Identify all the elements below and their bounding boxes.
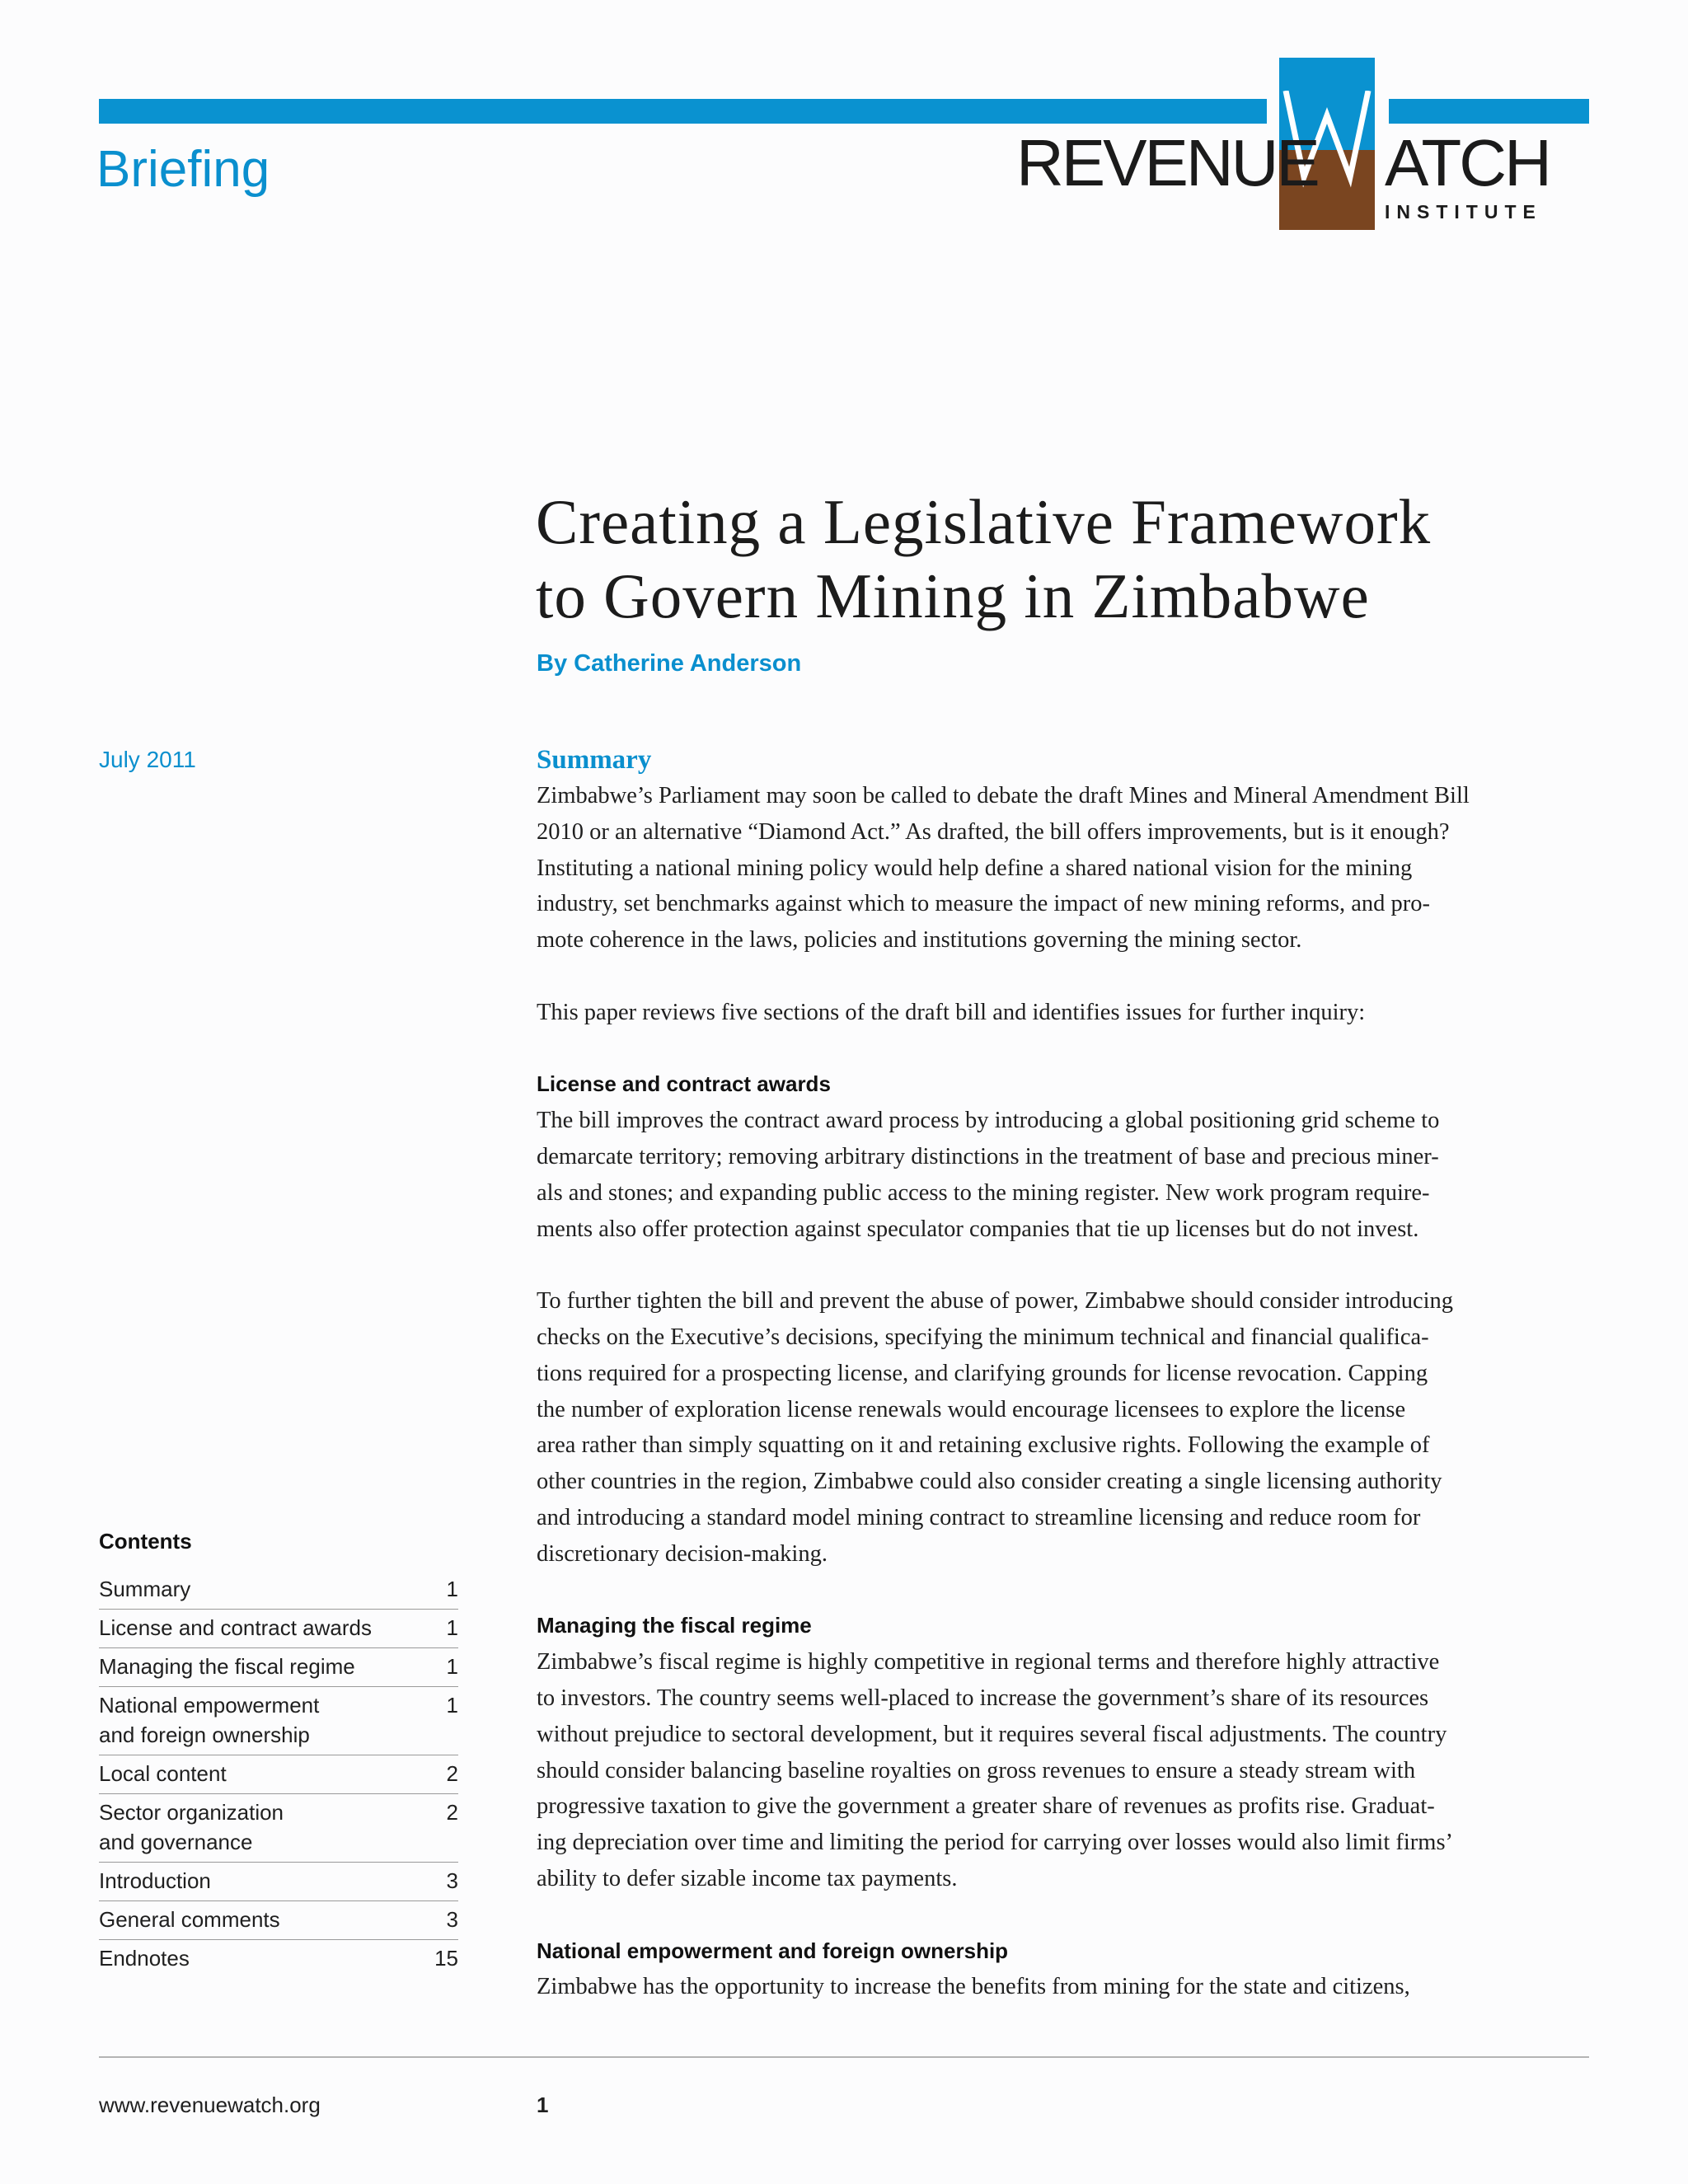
toc-label: Sector organization and governance (99, 1800, 284, 1854)
toc-page: 15 (434, 1946, 458, 1971)
toc-page: 1 (446, 1654, 458, 1679)
text-line: ments also offer protection against speculator companies that tie up licenses but do not invest. (537, 1216, 1419, 1242)
title-line: to Govern Mining in Zimbabwe (536, 560, 1370, 631)
toc-page: 1 (446, 1693, 458, 1718)
text-line: This paper reviews five sections of the draft bill and identifies issues for further inquiry: (537, 999, 1366, 1025)
toc-label: National empowerment and foreign ownership (99, 1693, 320, 1747)
toc-item[interactable] (99, 1863, 458, 1901)
text-line: Zimbabwe’s Parliament may soon be called to debate the draft Mines and Mineral Amendment Bill (537, 783, 1470, 808)
toc-page: 2 (446, 1800, 458, 1825)
paragraph-license-recommendations (537, 1283, 1592, 1572)
text-line: 2010 or an alternative “Diamond Act.” As drafted, the bill offers improvements, but is it enough? (537, 818, 1450, 845)
text-line: Instituting a national mining policy would help define a shared national vision for the mining (537, 855, 1413, 881)
toc-item[interactable] (99, 1901, 458, 1940)
subhead-empowerment: National empowerment and foreign ownership (537, 1938, 1009, 1963)
title-line: Creating a Legislative Framework (536, 486, 1432, 557)
toc-item[interactable] (99, 1571, 458, 1610)
text-line: progressive taxation to give the government a greater share of revenues as profits rise. Graduat- (537, 1793, 1435, 1820)
text-line: Zimbabwe has the opportunity to increase the benefits from mining for the state and citizens, (537, 1974, 1410, 2000)
text-line: to investors. The country seems well-placed to increase the government’s share of its resources (537, 1685, 1429, 1711)
text-line: mote coherence in the laws, policies and institutions governing the mining sector. (537, 927, 1302, 954)
header-rule-right (1389, 99, 1589, 124)
toc-item[interactable] (99, 1755, 458, 1794)
footer-url[interactable]: www.revenuewatch.org (99, 2093, 321, 2117)
toc-page: 2 (446, 1761, 458, 1786)
toc-page: 3 (446, 1907, 458, 1932)
text-line: discretionary decision-making. (537, 1540, 828, 1567)
text-line: als and stones; and expanding public access to the mining register. New work program require- (537, 1179, 1430, 1206)
footer-rule (99, 2056, 1589, 2058)
byline: By Catherine Anderson (537, 650, 802, 677)
toc-label: Local content (99, 1761, 227, 1786)
text-line: without prejudice to sectoral development, but it requires several fiscal adjustments. The country (537, 1721, 1447, 1747)
text-line: the number of exploration license renewals would encourage licensees to explore the license (537, 1396, 1406, 1422)
paragraph-fiscal (537, 1644, 1592, 1897)
header-rule-left (99, 99, 1267, 124)
main-body (537, 742, 1592, 2005)
toc-label: Summary (99, 1577, 191, 1601)
text-line: demarcate territory; removing arbitrary distinctions in the treatment of base and precious miner- (537, 1143, 1439, 1169)
publication-date: July 2011 (99, 747, 196, 772)
text-line: The bill improves the contract award process by introducing a global positioning grid scheme to (537, 1108, 1440, 1134)
text-line: other countries in the region, Zimbabwe could also consider creating a single licensing authority (537, 1469, 1442, 1495)
toc-item[interactable] (99, 1940, 458, 1978)
logo-word-atch: ATCH (1385, 126, 1550, 199)
paragraph-empowerment (537, 1969, 1592, 2005)
toc-page: 1 (446, 1615, 458, 1640)
logo-subtitle: INSTITUTE (1385, 201, 1542, 223)
document-title (536, 485, 1607, 633)
toc-page: 1 (446, 1577, 458, 1601)
contents-title: Contents (99, 1529, 192, 1554)
toc-label: Introduction (99, 1868, 211, 1893)
text-line: ing depreciation over time and limiting the period for carrying over losses would also limit firms’ (537, 1830, 1454, 1856)
toc-label: General comments (99, 1907, 280, 1932)
logo-word-revenue: REVENUE (1016, 126, 1318, 199)
subhead-license: License and contract awards (537, 1071, 831, 1097)
text-line: Zimbabwe’s fiscal regime is highly competitive in regional terms and therefore highly attractive (537, 1649, 1440, 1675)
text-line: should consider balancing baseline royalties on gross revenues to ensure a steady stream with (537, 1757, 1416, 1783)
summary-heading: Summary (537, 745, 652, 775)
subhead-fiscal: Managing the fiscal regime (537, 1613, 812, 1638)
paragraph-intro (537, 778, 1592, 958)
toc-label: License and contract awards (99, 1615, 372, 1640)
text-line: tions required for a prospecting license, and clarifying grounds for license revocation. Capping (537, 1360, 1428, 1386)
toc-label: Endnotes (99, 1946, 190, 1971)
toc-item[interactable] (99, 1648, 458, 1687)
text-line: and introducing a standard model mining contract to streamline licensing and reduce room for (537, 1504, 1421, 1530)
toc-item[interactable] (99, 1794, 458, 1863)
text-line: area rather than simply squatting on it and retaining exclusive rights. Following the example of (537, 1432, 1430, 1459)
text-line: ability to defer sizable income tax payments. (537, 1865, 958, 1891)
toc-item[interactable] (99, 1687, 458, 1755)
toc-page: 3 (446, 1868, 458, 1893)
toc-label: Managing the fiscal regime (99, 1654, 355, 1679)
text-line: To further tighten the bill and prevent the abuse of power, Zimbabwe should consider introducing (537, 1288, 1454, 1315)
page-number: 1 (537, 2093, 549, 2117)
table-of-contents (99, 1529, 458, 1978)
text-line: industry, set benchmarks against which to measure the impact of new mining reforms, and pro- (537, 891, 1431, 917)
text-line: checks on the Executive’s decisions, specifying the minimum technical and financial qualifica- (537, 1324, 1429, 1350)
paragraph-license (537, 1103, 1592, 1247)
toc-item[interactable] (99, 1610, 458, 1648)
section-label: Briefing (96, 141, 270, 198)
paragraph-review (537, 995, 1592, 1031)
